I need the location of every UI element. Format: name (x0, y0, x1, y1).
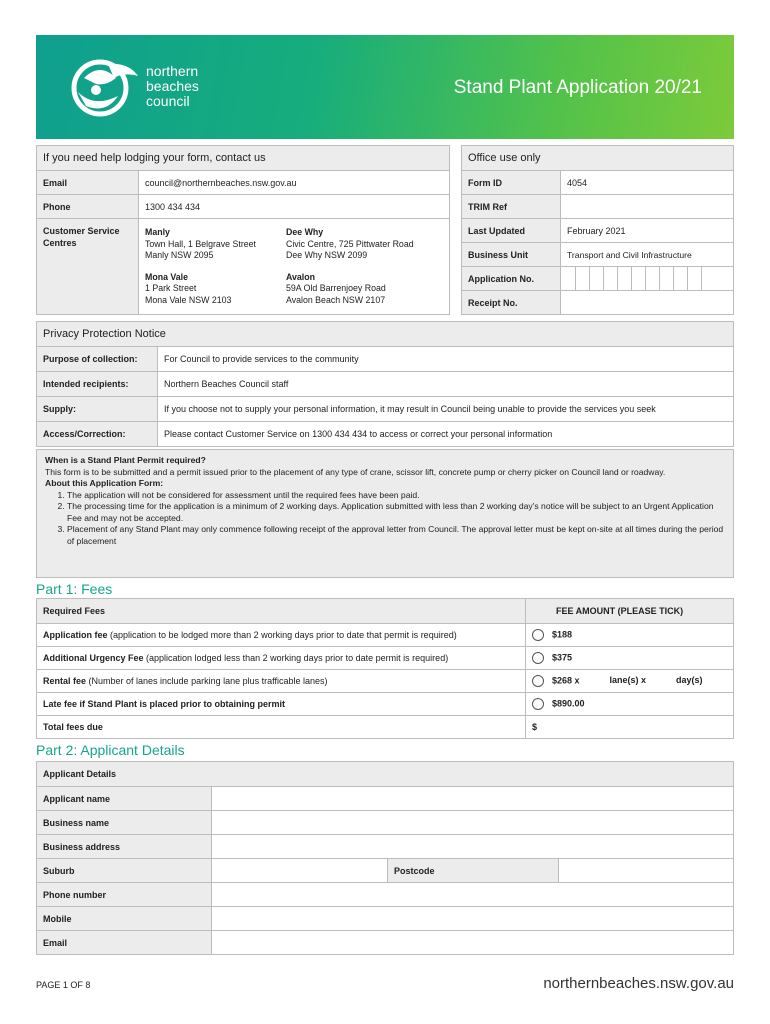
fee-radio[interactable] (532, 629, 544, 641)
help-heading: If you need help lodging your form, contact us (37, 146, 450, 171)
centre-name: Dee Why (286, 227, 324, 237)
fee-amount: $188 (552, 629, 573, 640)
privacy-value: If you choose not to supply your personal information, it may result in Council being unable to provide the services you seek (158, 397, 734, 422)
privacy-table (36, 321, 734, 447)
fee-name: Additional Urgency Fee (43, 653, 144, 663)
mobile-field[interactable] (212, 907, 734, 931)
council-logo-icon (66, 56, 140, 120)
fee-name: Late fee if Stand Plant is placed prior to obtaining permit (43, 699, 286, 709)
council-name-line: northern (146, 63, 199, 79)
suburb-field[interactable] (212, 859, 388, 883)
updated-label: Last Updated (462, 219, 561, 243)
privacy-label: Access/Correction: (37, 422, 158, 447)
postcode-label: Postcode (388, 859, 559, 883)
privacy-label: Purpose of collection: (37, 347, 158, 372)
centre-deewhy (286, 227, 446, 262)
fee-description (37, 647, 526, 670)
privacy-heading: Privacy Protection Notice (37, 322, 734, 347)
fee-radio[interactable] (532, 675, 544, 687)
centre-monavale (145, 272, 286, 307)
centre-name: Manly (145, 227, 170, 237)
appno-box[interactable] (659, 267, 673, 290)
fee-description (37, 670, 526, 693)
business-name-label: Business name (37, 811, 212, 835)
list-item: 2. The processing time for the application is a minimum of 2 working days. Application submitted with less than 2 working day's notice will be subject to an Urgent Application Fee and may not be accepted. (67, 501, 725, 524)
fee-amount-cell (526, 693, 734, 716)
email-applicant-field[interactable] (212, 931, 734, 955)
applicant-table (36, 761, 734, 955)
centre-name: Avalon (286, 271, 316, 282)
about-subheading: About this Application Form: (45, 478, 164, 488)
centre-line: 1 Park Street (145, 283, 197, 293)
centre-line: Mona Vale NSW 2103 (145, 294, 232, 305)
fee-amount-cell (526, 670, 734, 693)
phone-label: Phone (37, 195, 139, 219)
privacy-label: Intended recipients: (37, 372, 158, 397)
form-id-value: 4054 (561, 171, 734, 195)
applicant-name-label: Applicant name (37, 787, 212, 811)
phone-number-label: Phone number (37, 883, 212, 907)
footer-url[interactable]: northernbeaches.nsw.gov.au (543, 975, 734, 992)
about-paragraph: This form is to be submitted and a permit issued prior to the placement of any type of crane, scissor lift, concrete pump or cherry picker on Council land or roadway. (45, 466, 666, 477)
appno-box[interactable] (687, 267, 701, 290)
page-number: PAGE 1 OF 8 (36, 980, 91, 990)
appno-box[interactable] (631, 267, 645, 290)
fee-radio[interactable] (532, 698, 544, 710)
centre-line: 59A Old Barrenjoey Road (286, 283, 386, 293)
privacy-label: Supply: (37, 397, 158, 422)
trim-label: TRIM Ref (462, 195, 561, 219)
fee-note: (application to be lodged more than 2 working days prior to date that permit is required) (107, 630, 457, 640)
about-box (36, 449, 734, 578)
privacy-value: Northern Beaches Council staff (158, 372, 734, 397)
centre-line: Civic Centre, 725 Pittwater Road (286, 238, 414, 249)
centre-manly (145, 227, 286, 262)
appno-box[interactable] (701, 267, 715, 290)
mobile-label: Mobile (37, 907, 212, 931)
appno-box[interactable] (617, 267, 631, 290)
fee-amount: $268 x (552, 675, 580, 686)
receipt-field[interactable] (561, 291, 734, 315)
updated-value: February 2021 (561, 219, 734, 243)
fee-name: Rental fee (43, 676, 87, 686)
fee-amount: $375 (552, 652, 573, 663)
applicant-name-field[interactable] (212, 787, 734, 811)
appno-box[interactable] (589, 267, 603, 290)
centre-line: Town Hall, 1 Belgrave Street (145, 238, 256, 249)
fee-amount: $890.00 (552, 698, 585, 709)
trim-field[interactable] (561, 195, 734, 219)
appno-box[interactable] (673, 267, 687, 290)
privacy-value: For Council to provide services to the community (158, 347, 734, 372)
fees-col-header: FEE AMOUNT (PLEASE TICK) (526, 599, 734, 624)
unit-label: Business Unit (462, 243, 561, 267)
suburb-label: Suburb (37, 859, 212, 883)
office-use-table (461, 145, 734, 315)
centres-cell (139, 219, 450, 315)
fee-amount-cell (526, 647, 734, 670)
part2-title: Part 2: Applicant Details (36, 742, 185, 758)
fee-note: (application lodged less than 2 working days prior to date permit is required) (143, 653, 449, 663)
business-name-field[interactable] (212, 811, 734, 835)
unit-value: Transport and Civil Infrastructure (561, 243, 734, 267)
appno-box[interactable] (575, 267, 589, 290)
centres-label: Customer Service Centres (37, 219, 139, 315)
centre-avalon (286, 272, 446, 307)
fee-name: Application fee (43, 630, 108, 640)
fee-radio[interactable] (532, 652, 544, 664)
fee-amount-cell (526, 624, 734, 647)
appno-box[interactable] (645, 267, 659, 290)
total-label: Total fees due (37, 716, 526, 739)
council-name (146, 64, 199, 109)
appno-box[interactable] (603, 267, 617, 290)
list-item: 3. Placement of any Stand Plant may only commence following receipt of the approval letter from Council. The approval letter must be kept on-site at all times during the period of placement (67, 524, 725, 547)
appno-field[interactable] (561, 267, 734, 291)
centre-line: Manly NSW 2095 (145, 250, 214, 260)
phone-value[interactable]: 1300 434 434 (139, 195, 450, 219)
days-label: day(s) (676, 675, 703, 686)
council-name-line: beaches (146, 78, 199, 94)
centre-line: Dee Why NSW 2099 (286, 250, 368, 260)
fee-note: (Number of lanes include parking lane plus trafficable lanes) (86, 676, 328, 686)
lanes-label: lane(s) x (609, 675, 647, 686)
about-list (67, 490, 725, 548)
postcode-field[interactable] (559, 859, 734, 883)
receipt-label: Receipt No. (462, 291, 561, 315)
email-applicant-label: Email (37, 931, 212, 955)
email-value[interactable]: council@northernbeaches.nsw.gov.au (139, 171, 450, 195)
appno-label: Application No. (462, 267, 561, 291)
email-label: Email (37, 171, 139, 195)
fees-table (36, 598, 734, 739)
help-table (36, 145, 450, 315)
part1-title: Part 1: Fees (36, 581, 113, 597)
office-heading: Office use only (462, 146, 734, 171)
phone-number-field[interactable] (212, 883, 734, 907)
business-address-field[interactable] (212, 835, 734, 859)
form-id-label: Form ID (462, 171, 561, 195)
fee-description (37, 624, 526, 647)
privacy-value: Please contact Customer Service on 1300 434 434 to access or correct your personal information (158, 422, 734, 447)
list-item: 1. The application will not be considered for assessment until the required fees have been paid. (67, 490, 725, 502)
total-field[interactable]: $ (526, 716, 734, 739)
fees-col-header: Required Fees (37, 599, 526, 624)
about-question: When is a Stand Plant Permit required? (45, 455, 206, 465)
applicant-section-header: Applicant Details (37, 762, 734, 787)
business-address-label: Business address (37, 835, 212, 859)
centre-name: Mona Vale (145, 271, 189, 282)
fee-description (37, 693, 526, 716)
council-name-line: council (146, 93, 190, 109)
form-title: Stand Plant Application 20/21 (453, 77, 702, 98)
centre-line: Avalon Beach NSW 2107 (286, 294, 386, 305)
